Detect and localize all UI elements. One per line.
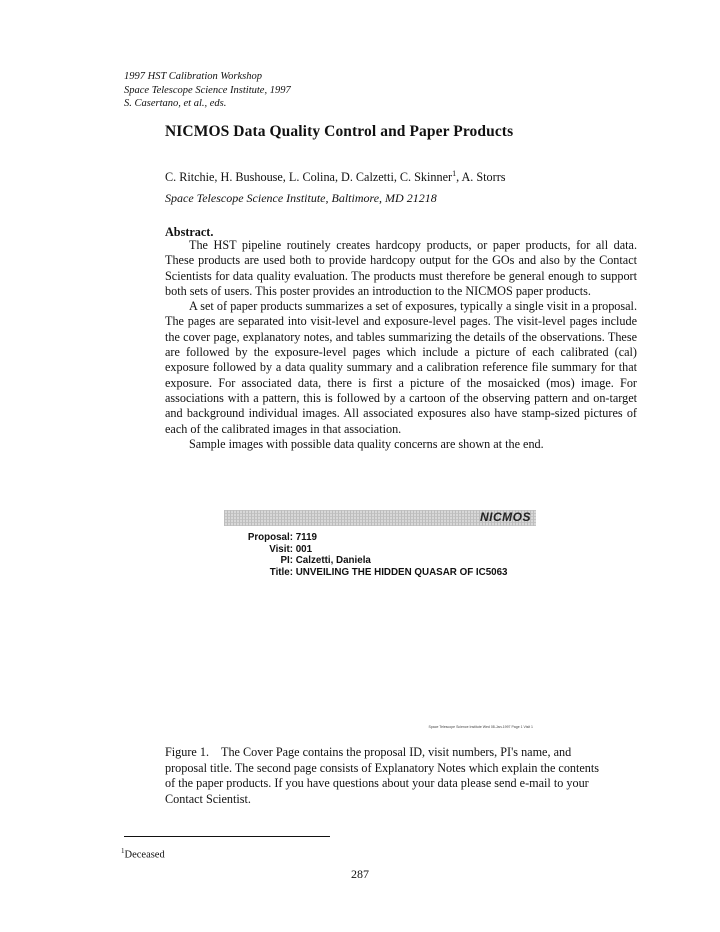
figure-value: Calzetti, Daniela [295, 555, 371, 567]
footnote-rule [124, 836, 330, 837]
figure-key: Proposal: [247, 532, 293, 543]
abstract-body [165, 238, 637, 452]
figure-key: Title: [269, 566, 293, 578]
abstract-paragraph-2: A set of paper products summarizes a set of exposures, typically a single visit in a proposal. The pages are separated into visit-level and exposure-level pages. The visit-level pages include the cover page, explanatory notes, and tables summarizing the details of the observations. These are followed by the exposure-level pages which include a picture of each calibrated (cal) exposure followed by a data quality summary and a calibration reference file summary for that exposure. For associated data, there is first a picture of the mosaicked (mos) image. For associations with a pattern, this is followed by a cartoon of the observing pattern and on-target and background individual images. All associated exposures also have stamp-sized pictures of each of the calibrated images in that association. [165, 299, 637, 436]
running-header [124, 70, 291, 111]
abstract-heading: Abstract. [165, 225, 214, 239]
authors-main: C. Ritchie, H. Bushouse, L. Colina, D. Calzetti, C. Skinner [165, 170, 453, 185]
figure-brand: NICMOS [480, 510, 531, 524]
figure-line-title [227, 567, 508, 579]
figure-cover-page [223, 507, 537, 733]
authors-tail: , A. Storrs [456, 170, 506, 185]
caption-text: The Cover Page contains the proposal ID, visit numbers, PI's name, and proposal title. The second page consists of Explanatory Notes which explain the contents of the paper products. If you have questions about your data please send e-mail to your Contact Scientist. [165, 745, 600, 806]
figure-value: 001 [295, 543, 313, 555]
page-number: 287 [351, 867, 369, 881]
header-line-institute: Space Telescope Science Institute, 1997 [124, 84, 291, 96]
header-line-workshop: 1997 HST Calibration Workshop [124, 71, 262, 82]
affiliation: Space Telescope Science Institute, Baltimore, MD 21218 [165, 191, 437, 205]
abstract-paragraph-3: Sample images with possible data quality concerns are shown at the end. [189, 436, 544, 451]
figure-line-pi [227, 555, 508, 567]
footnote-mark: 1 [121, 847, 125, 855]
figure-key: PI: [280, 555, 293, 567]
figure-key: Visit: [269, 543, 293, 555]
figure-caption [165, 745, 608, 807]
figure-line-proposal [227, 532, 508, 544]
header-line-editors: S. Casertano, et al., eds. [124, 98, 227, 109]
figure-footer-text: Space Telescope Science Institute Wed 08-Jan-1997 Page 1 Visit 1 [428, 725, 533, 729]
abstract-paragraph-1: The HST pipeline routinely creates hardcopy products, or paper products, for all data. These products are used both to provide hardcopy output for the GOs and also by the Contact Scientists for data quality evaluation. The products must therefore be general enough to support both sets of users. This poster provides an introduction to the NICMOS paper products. [165, 238, 637, 298]
footnote-marker: 1 [452, 169, 457, 178]
figure-info-lines [227, 532, 508, 578]
figure-value: 7119 [295, 532, 317, 543]
figure-value: UNVEILING THE HIDDEN QUASAR OF IC5063 [295, 566, 508, 578]
paper-title: NICMOS Data Quality Control and Paper Products [165, 123, 514, 140]
author-list [165, 169, 506, 185]
footnote [121, 847, 165, 861]
footnote-text: Deceased [124, 849, 165, 861]
caption-label: Figure 1. [165, 745, 210, 759]
figure-line-visit [227, 544, 508, 556]
